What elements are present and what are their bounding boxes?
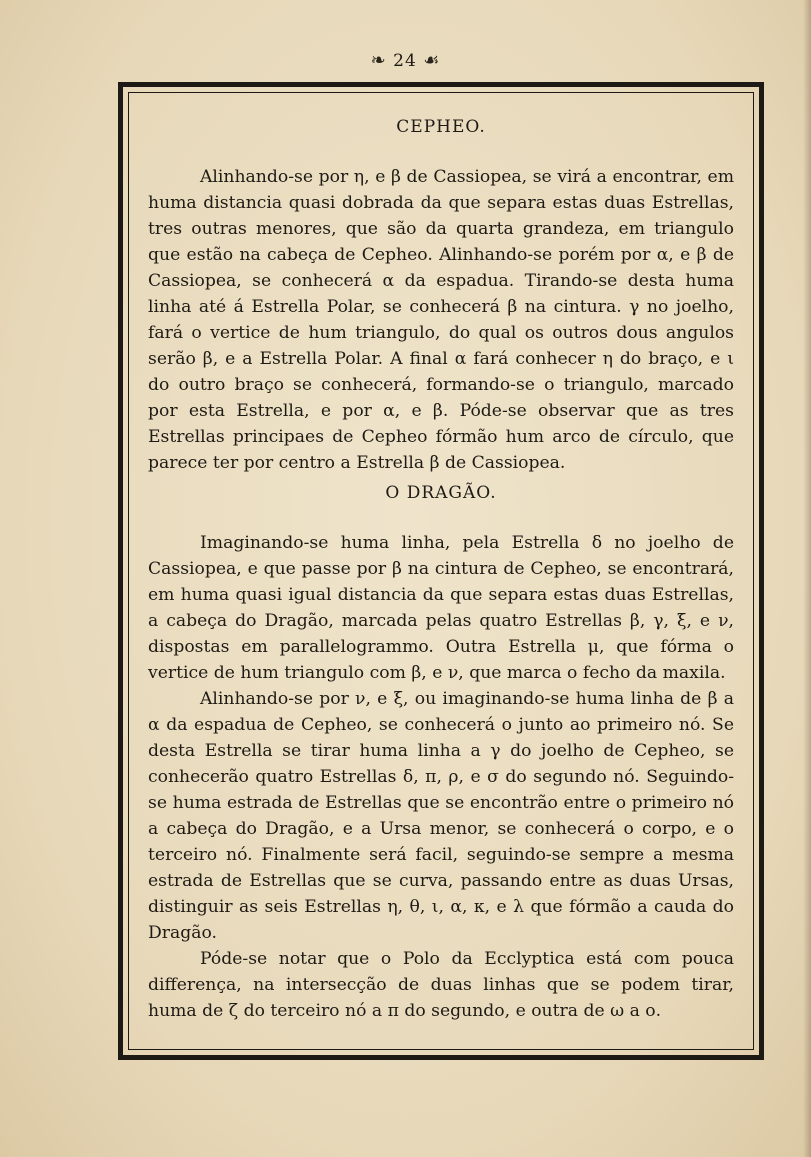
right-ornament-icon: ☙ <box>423 50 441 71</box>
left-ornament-icon: ❧ <box>370 50 387 71</box>
page-header <box>0 50 811 71</box>
paragraph-cepheo: Alinhando-se por η, e β de Cassiopea, se virá a encontrar, em huma distancia quasi dobrada da que separa estas duas Estrellas, tres outras menores, que são da quarta grandeza, em triangulo que estão na cabeça de Cepheo. Alinhando-se porém por α, e β de Cassiopea, se conhecerá α da espadua. Tirando-se desta huma linha até á Estrella Polar, se conhecerá β na cintura. γ no joelho, fará o vertice de hum triangulo, do qual os outros dous angulos serão β, e a Estrella Polar. A final α fará conhecer η do braço, e ι do outro braço se conhecerá, formando-se o triangulo, marcado por esta Estrella, e por α, e β. Póde-se observar que as tres Estrellas principaes de Cepheo fórmão hum arco de círculo, que parece ter por centro a Estrella β de Cassiopea. <box>148 167 734 473</box>
paragraph-dragao-1: Imaginando-se huma linha, pela Estrella δ no joelho de Cassiopea, e que passe por β na cintura de Cepheo, se encontrará, em huma quasi igual distancia da que separa estas duas Estrellas, a cabeça do Dragão, marcada pelas quatro Estrellas β, γ, ξ, e ν, dispostas em parallelogrammo. Outra Estrella μ, que fórma o vertice de hum triangulo com β, e ν, que marca o fecho da maxila. <box>148 533 734 683</box>
page-text <box>148 112 734 1024</box>
page-number: 24 <box>393 51 417 71</box>
page-edge-shadow <box>803 0 811 1157</box>
paragraph-dragao-3: Póde-se notar que o Polo da Ecclyptica está com pouca differença, na intersecção de duas linhas que se podem tirar, huma de ζ do terceiro nó a π do segundo, e outra de ω a ο. <box>148 949 734 1021</box>
paragraph-dragao-2: Alinhando-se por ν, e ξ, ou imaginando-se huma linha de β a α da espadua de Cepheo, se conhecerá ο junto ao primeiro nó. Se desta Estrella se tirar huma linha a γ do joelho de Cepheo, se conhecerão quatro Estrellas δ, π, ρ, e σ do segundo nó. Seguindo-se huma estrada de Estrellas que se encontrão entre o primeiro nó a cabeça do Dragão, e a Ursa menor, se conhecerá o corpo, e o terceiro nó. Finalmente será facil, seguindo-se sempre a mesma estrada de Estrellas que se curva, passando entre as duas Ursas, distinguir as seis Estrellas η, θ, ι, α, κ, e λ que fórmão a cauda do Dragão. <box>148 689 734 943</box>
section-title-cepheo: CEPHEO. <box>396 117 486 137</box>
section-title-dragao: O DRAGÃO. <box>385 483 497 503</box>
